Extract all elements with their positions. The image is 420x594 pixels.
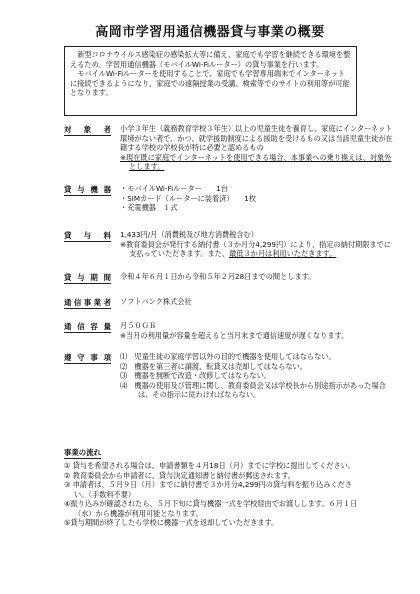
section-body-period xyxy=(120,272,396,282)
target-note: ※現在既に家庭でインターネットを使用できる場合、本事業への乗り換えは、対象外とします。 xyxy=(120,152,392,171)
section-label-rules: 遵 守 事 項 xyxy=(64,353,111,362)
section-body-rules xyxy=(120,352,396,400)
period-text: 令和４年６月１日から令和５年２月28日までの間とします。 xyxy=(120,272,316,281)
capacity-note: ※当月の利用量が容量を超えると当月末まで通信速度が遅くなります。 xyxy=(120,330,349,340)
section-body-target xyxy=(120,124,396,172)
intro-paragraph-1: 新型コロナウイルス感染症の感染拡大等に備え、家庭でも学習を継続できる環境を整えるため、学習用通信機器（モバイルWi-Fiルーター）の貸与事業を行います。 xyxy=(70,50,351,69)
rule-item: ⑵ 機器を第三者に譲渡、転貸又は売却してはならない。 xyxy=(120,361,307,371)
equipment-item: ・SIMカード（ルーターに装着済） 1枚 xyxy=(120,193,257,203)
flow-steps xyxy=(64,461,364,528)
fee-text: 1,433円/月（消費税及び地方消費税含む） xyxy=(120,230,258,239)
section-label-fee: 貸 与 料 xyxy=(64,231,111,240)
page-title: 高岡市学習用通信機器貸与事業の概要 xyxy=(95,25,325,40)
flow-step: ⑤貸与期間が終了したら学校に機器一式を返却していただきます。 xyxy=(64,518,279,527)
rule-item: ⑴ 児童生徒の家庭学習以外の目的で機器を使用してはならない。 xyxy=(120,352,336,361)
equipment-item: ・モバイルWi-Fiルーター 1台 xyxy=(120,184,228,193)
rule-item: ⑶ 機器を無断で改造・改修してはならない。 xyxy=(120,371,271,380)
section-label-target: 対 象 者 xyxy=(64,125,111,134)
capacity-text: 月５０ＧＢ xyxy=(120,321,156,330)
section-body-carrier xyxy=(120,297,396,307)
equipment-list xyxy=(120,184,396,213)
section-body-equipment xyxy=(120,184,396,213)
section-body-fee xyxy=(120,230,396,259)
section-label-capacity: 通 信 容 量 xyxy=(64,322,111,331)
flow-step: ① 貸与を希望される場合は、申請書類を４月18日（月）までに学校に提出してください。 xyxy=(64,461,356,470)
section-body-capacity xyxy=(120,321,396,340)
flow-step: ④振り込みが確認されたら、５月下旬に貸与機器一式を学校経由でお渡しします。６月１日（水）から機器が利用可能となります。 xyxy=(64,499,358,518)
equipment-item: ・充電機器 １式 xyxy=(120,203,178,212)
fee-note-minimum: 最低３か月は利用いただきます。 xyxy=(229,249,337,258)
flow-title: 事業の流れ xyxy=(64,448,101,457)
rule-item: ⑷ 機器の使用及び管理に関し、教育委員会又は学校長から別途指示があった場合は、その指示に従わければならない。 xyxy=(120,380,386,399)
target-text: 小学３年生（義務教育学校３年生）以上の児童生徒を養育し、家庭にインターネット環境がない者で、かつ、就学援助制度による援助を受けるもの又は当該児童生徒が在籍する学校の学校長が特に必要と認めるもの xyxy=(120,124,393,152)
section-label-period: 貸 与 期 間 xyxy=(64,273,111,282)
section-label-carrier: 通 信 事 業 者 xyxy=(64,298,111,307)
carrier-text: ソフトバンク株式会社 xyxy=(120,297,192,306)
flow-step: ② 教育委員会から申請者に、貸与決定通知書と納付書が郵送されます。 xyxy=(64,470,295,480)
section-label-equipment: 貸 与 機 器 xyxy=(64,185,111,194)
rules-list xyxy=(120,352,396,400)
fee-note: ※教育委員会が発行する納付書（３か月分4,299円）により、指定の納付期限までに支払っていただきます。また、最低３か月は利用いただきます。 xyxy=(120,239,391,258)
flow-step: ③ 申請者は、５月９日（月）までに納付書で３か月分4,299円の貸与料を振り込みください。（手数料不要） xyxy=(64,480,353,499)
intro-paragraph-2: モバイルWi-Fiルーターを使用することで、家庭でも学習専用端末でインターネットに接続できるようになり、家庭での遠隔授業の受講、検索等でのサイトの利用等が可能となります。 xyxy=(70,69,350,97)
intro-box xyxy=(64,46,357,116)
